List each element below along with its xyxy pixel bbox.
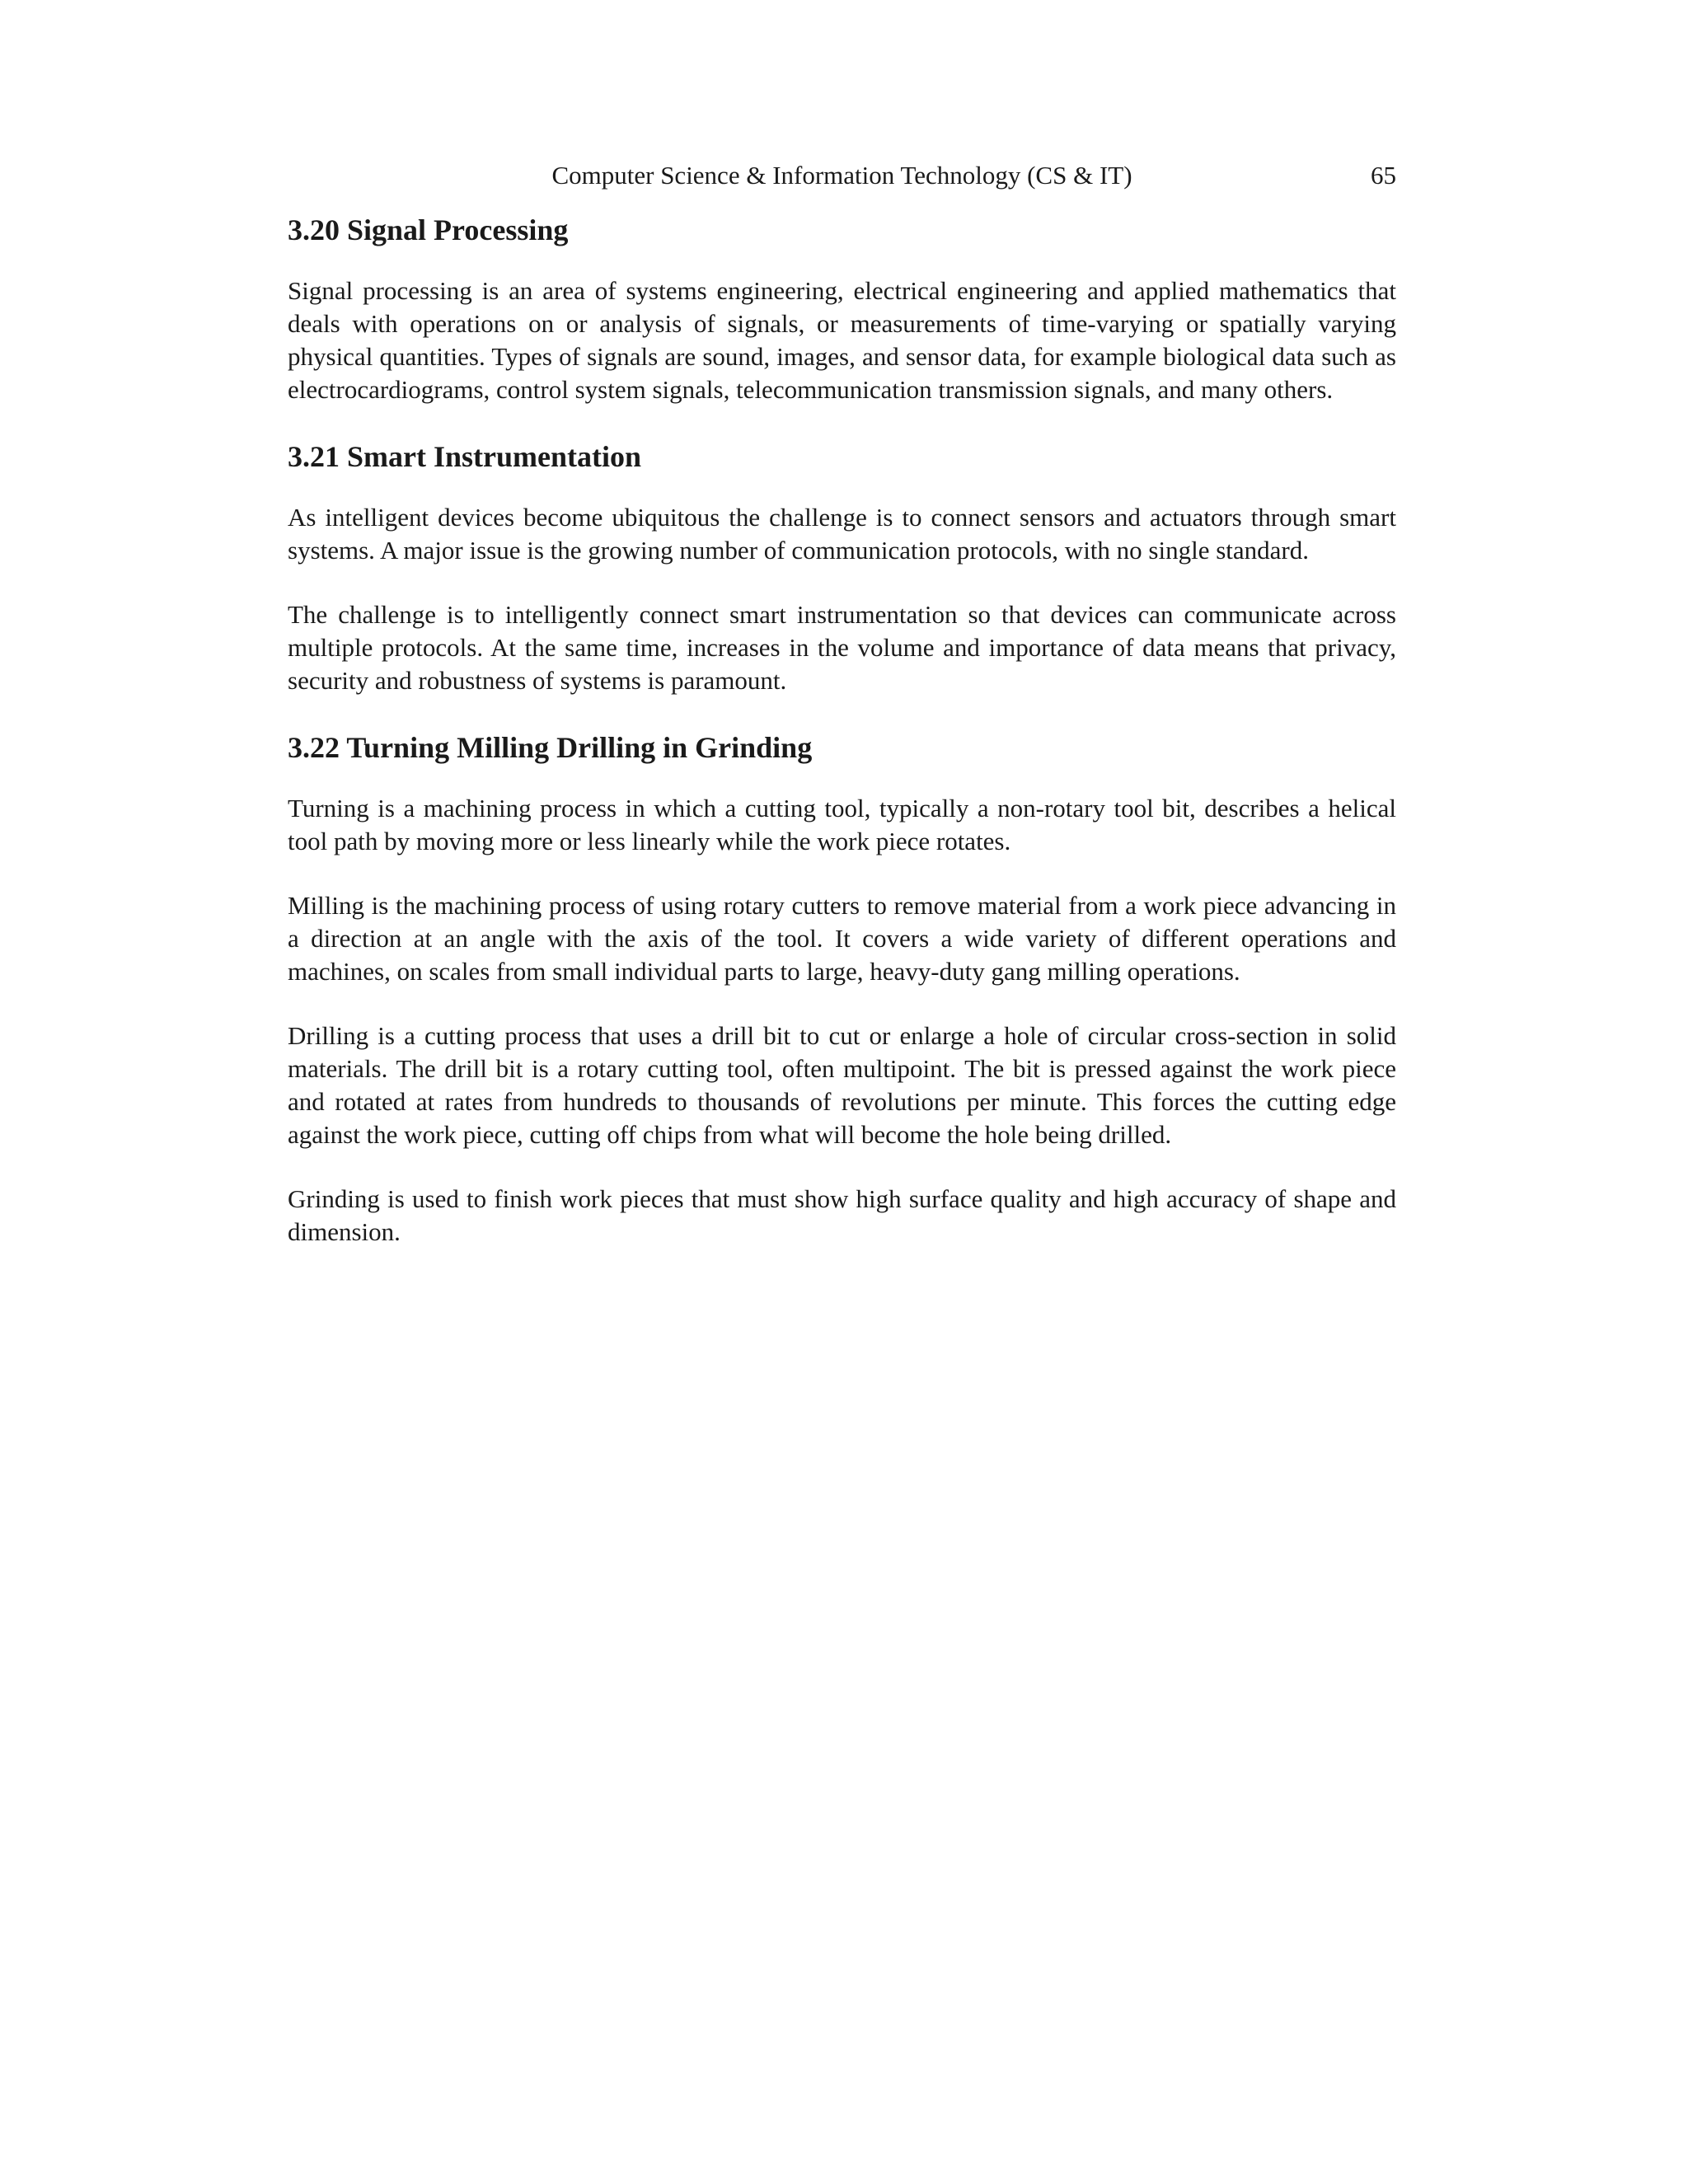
paragraph: Turning is a machining process in which a cutting tool, typically a non-rotary tool bit, describes a helical tool path by moving more or less linearly while the work piece rotates. xyxy=(288,794,1396,855)
page-number: 65 xyxy=(1371,161,1396,190)
paragraph: Signal processing is an area of systems engineering, electrical engineering and applied mathematics that deals with operations on or analysis of signals, or measurements of time-varying or spatially varying physical quantities. Types of signals are sound, images, and sensor data, for example biological data such as electrocardiograms, control system signals, telecommunication transmission signals, and many others. xyxy=(288,276,1396,404)
paragraph: Milling is the machining process of using rotary cutters to remove material from a work piece advancing in a direction at an angle with the axis of the tool. It covers a wide variety of different operations and machines, on scales from small individual parts to large, heavy-duty gang milling operations. xyxy=(288,891,1396,986)
document-page xyxy=(288,157,1396,1280)
running-title: Computer Science & Information Technology (CS & IT) xyxy=(551,161,1132,190)
section-heading: 3.21 Smart Instrumentation xyxy=(288,440,641,473)
section-heading: 3.22 Turning Milling Drilling in Grinding xyxy=(288,731,813,764)
running-header xyxy=(288,157,1396,194)
paragraph: As intelligent devices become ubiquitous the challenge is to connect sensors and actuators through smart systems. A major issue is the growing number of communication protocols, with no single standard. xyxy=(288,503,1396,565)
paragraph: Drilling is a cutting process that uses a drill bit to cut or enlarge a hole of circular cross-section in solid materials. The drill bit is a rotary cutting tool, often multipoint. The bit is pressed against the work piece and rotated at rates from hundreds to thousands of revolutions per minute. This forces the cutting edge against the work piece, cutting off chips from what will become the hole being drilled. xyxy=(288,1021,1396,1149)
section-signal-processing xyxy=(288,211,1396,406)
section-heading: 3.20 Signal Processing xyxy=(288,213,569,246)
paragraph: The challenge is to intelligently connect smart instrumentation so that devices can communicate across multiple protocols. At the same time, increases in the volume and importance of data means that privacy, security and robustness of systems is paramount. xyxy=(288,600,1396,695)
section-turning-milling-drilling-grinding xyxy=(288,729,1396,1249)
section-smart-instrumentation xyxy=(288,438,1396,697)
paragraph: Grinding is used to finish work pieces that must show high surface quality and high accuracy of shape and dimension. xyxy=(288,1184,1396,1246)
